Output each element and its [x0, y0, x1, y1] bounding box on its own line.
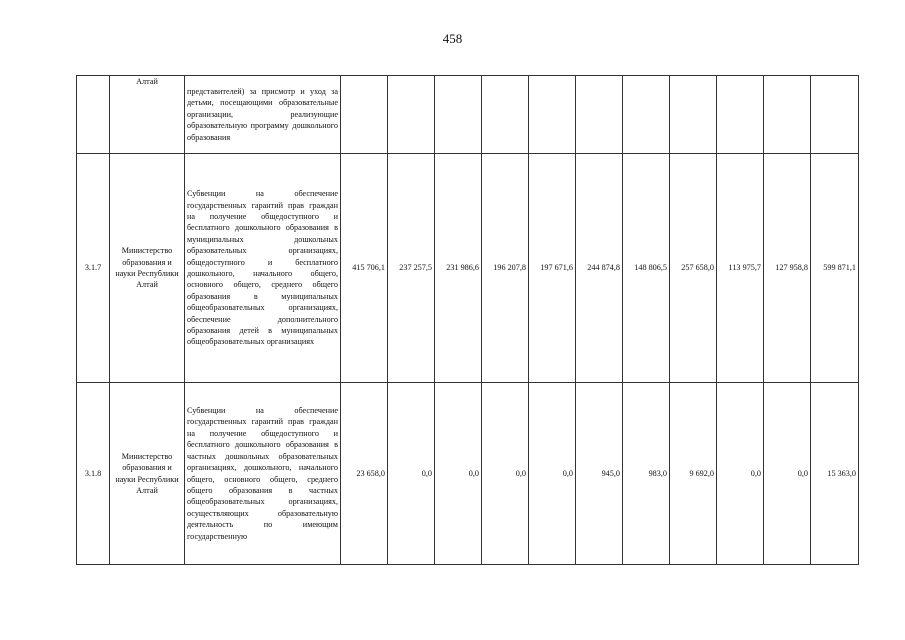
value-cell: 0,0: [764, 383, 811, 565]
value-cell: [435, 76, 482, 154]
measure-description: представителей) за присмотр и уход за детьми, посещающими образовательные организации, реализующие образовательную программу дошкольного образования: [185, 76, 341, 154]
value-cell: [482, 76, 529, 154]
table-row: [77, 76, 859, 154]
value-cell: 244 874,8: [576, 154, 623, 383]
value-cell: 196 207,8: [482, 154, 529, 383]
value-cell: 231 986,6: [435, 154, 482, 383]
agency-name: Алтай: [110, 76, 185, 154]
agency-name: Министерство образования и науки Республики Алтай: [110, 154, 185, 383]
value-cell: 257 658,0: [670, 154, 717, 383]
value-cell: [576, 76, 623, 154]
value-cell: [717, 76, 764, 154]
value-cell: 0,0: [435, 383, 482, 565]
value-cell: [811, 76, 859, 154]
table-row: [77, 383, 859, 565]
value-cell: 0,0: [482, 383, 529, 565]
value-cell: 9 692,0: [670, 383, 717, 565]
value-cell: 23 658,0: [341, 383, 388, 565]
value-cell: [529, 76, 576, 154]
value-cell: [388, 76, 435, 154]
page-number: 458: [442, 31, 463, 46]
value-cell: [623, 76, 670, 154]
value-cell: 113 975,7: [717, 154, 764, 383]
row-number: 3.1.8: [77, 383, 110, 565]
row-number: [77, 76, 110, 154]
value-cell: 945,0: [576, 383, 623, 565]
budget-table: [76, 75, 859, 565]
value-cell: 148 806,5: [623, 154, 670, 383]
row-number: 3.1.7: [77, 154, 110, 383]
value-cell: [764, 76, 811, 154]
table-row: [77, 154, 859, 383]
value-cell: 983,0: [623, 383, 670, 565]
value-cell: [341, 76, 388, 154]
agency-name: Министерство образования и науки Республики Алтай: [110, 383, 185, 565]
value-cell: 0,0: [529, 383, 576, 565]
value-cell: 237 257,5: [388, 154, 435, 383]
value-cell: 15 363,0: [811, 383, 859, 565]
value-cell: 415 706,1: [341, 154, 388, 383]
value-cell: 197 671,6: [529, 154, 576, 383]
measure-description: Субвенции на обеспечение государственных гарантий прав граждан на получение общедоступного и бесплатного дошкольного образования в муниципальных дошкольных образовательных организациях, общедоступного и бесплатного дошкольного, начального общего, основного общего, среднего общего образования в муниципальных общеобразовательных организациях, обеспечение дополнительного образования детей в муниципальных общеобразовательных организациях: [185, 154, 341, 383]
value-cell: [670, 76, 717, 154]
value-cell: 0,0: [388, 383, 435, 565]
value-cell: 599 871,1: [811, 154, 859, 383]
value-cell: 127 958,8: [764, 154, 811, 383]
measure-description: Субвенции на обеспечение государственных гарантий прав граждан на получение общедоступного и бесплатного дошкольного образования в частных дошкольных образовательных организациях, дошкольного, начального общего, основного общего, среднего общего образования в частных общеобразовательных организациях, осуществляющих образовательную деятельность по имеющим государственную: [185, 383, 341, 565]
value-cell: 0,0: [717, 383, 764, 565]
